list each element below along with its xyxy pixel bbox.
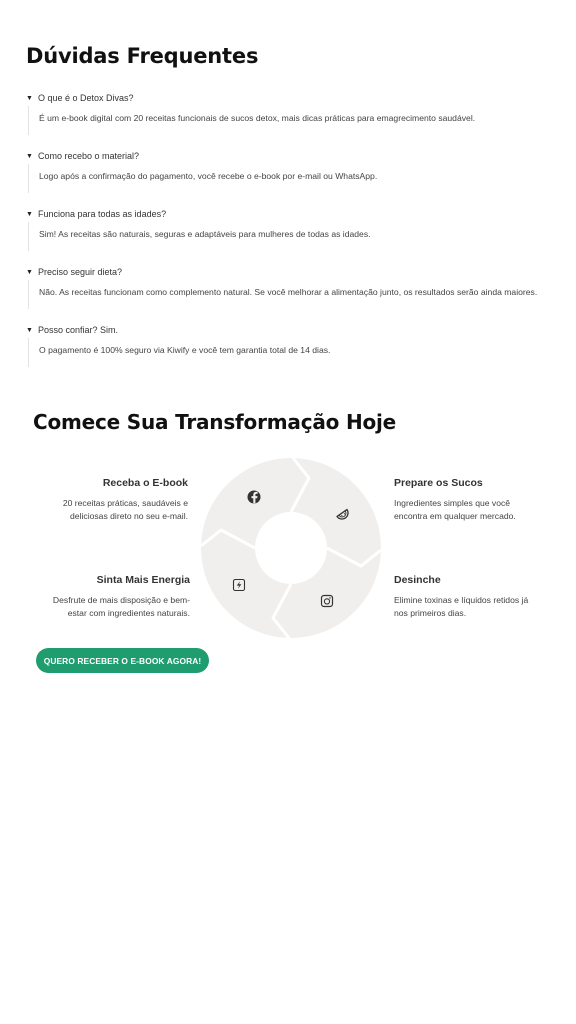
triangle-down-icon: ▼ [26, 152, 33, 160]
facebook-icon [248, 491, 261, 504]
triangle-down-icon: ▼ [26, 94, 33, 102]
transformation-title: Comece Sua Transformação Hoje [33, 410, 397, 434]
step-title: Desinche [394, 574, 441, 586]
step-title: Sinta Mais Energia [96, 574, 190, 586]
faq-answer: Sim! As receitas são naturais, seguras e adaptáveis para mulheres de todas as idades. [28, 222, 550, 251]
triangle-down-icon: ▼ [26, 210, 33, 218]
step-desinche [394, 574, 544, 620]
faq-question-toggle[interactable] [26, 90, 550, 106]
cycle-center [255, 512, 327, 584]
faq-item [26, 206, 550, 251]
faq-question: O que é o Detox Divas? [38, 93, 134, 103]
faq-question-toggle[interactable] [26, 322, 550, 338]
faq-answer: Não. As receitas funcionam como complemento natural. Se você melhorar a alimentação junto, os resultados serão ainda maiores. [28, 280, 550, 309]
faq-question: Funciona para todas as idades? [38, 209, 167, 219]
step-energia [36, 574, 190, 620]
step-prepare [394, 477, 536, 523]
faq-question: Preciso seguir dieta? [38, 267, 123, 277]
faq-answer: É um e-book digital com 20 receitas funcionais de sucos detox, mais dicas práticas para emagrecimento saudável. [28, 106, 550, 135]
faq-answer: Logo após a confirmação do pagamento, você recebe o e-book por e-mail ou WhatsApp. [28, 164, 550, 193]
faq-title: Dúvidas Frequentes [26, 44, 259, 68]
faq-question: Como recebo o material? [38, 151, 140, 161]
faq-question: Posso confiar? Sim. [38, 325, 119, 335]
faq-item [26, 322, 550, 367]
buy-ebook-button[interactable]: QUERO RECEBER O E-BOOK AGORA! [36, 648, 209, 673]
faq-list [26, 90, 550, 367]
step-description: Ingredientes simples que você encontra em qualquer mercado. [394, 498, 516, 521]
step-receba [46, 477, 188, 523]
step-title: Prepare os Sucos [394, 477, 483, 489]
faq-question-toggle[interactable] [26, 264, 550, 280]
faq-question-toggle[interactable] [26, 148, 550, 164]
step-description: 20 receitas práticas, saudáveis e deliciosas direto no seu e-mail. [62, 498, 188, 521]
faq-answer: O pagamento é 100% seguro via Kiwify e você tem garantia total de 14 dias. [28, 338, 550, 367]
step-description: Elimine toxinas e líquidos retidos já nos primeiros dias. [394, 595, 529, 618]
step-title: Receba o E-book [102, 477, 188, 489]
triangle-down-icon: ▼ [26, 326, 33, 334]
faq-item [26, 148, 550, 193]
faq-item [26, 90, 550, 135]
process-cycle-diagram [199, 456, 383, 640]
faq-item [26, 264, 550, 309]
faq-question-toggle[interactable] [26, 206, 550, 222]
step-description: Desfrute de mais disposição e bem-estar com ingredientes naturais. [52, 595, 190, 618]
triangle-down-icon: ▼ [26, 268, 33, 276]
